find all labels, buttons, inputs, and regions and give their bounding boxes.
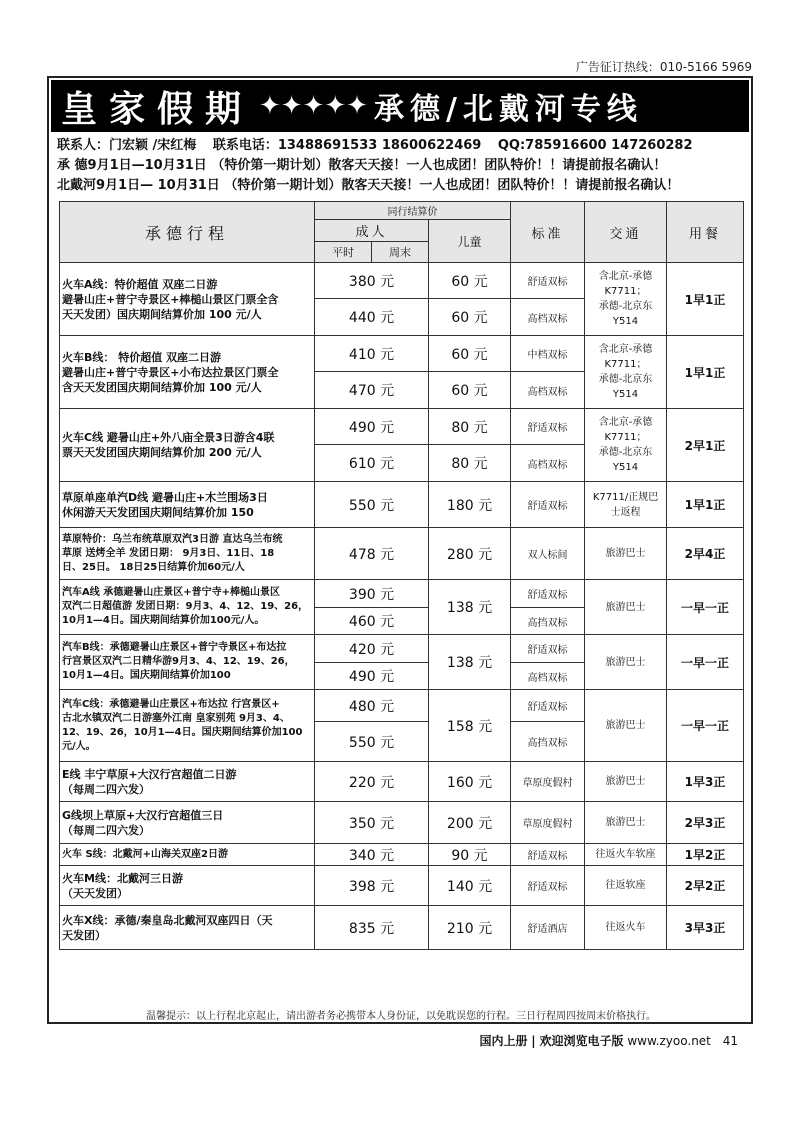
traffic-info: 往返软座 bbox=[585, 866, 667, 906]
meal-info: 一早一正 bbox=[667, 635, 744, 690]
footer-browse: 欢迎浏览电子版 bbox=[539, 1034, 624, 1048]
table-row bbox=[60, 580, 744, 608]
accommodation-standard: 舒适双标 bbox=[511, 580, 585, 608]
traffic-info: 旅游巴士 bbox=[585, 580, 667, 635]
header-settle-price: 同行结算价 bbox=[315, 202, 511, 220]
adult-price: 380 元 bbox=[315, 263, 429, 299]
child-price: 180 元 bbox=[429, 482, 511, 528]
route-description: 火车B线： 特价超值 双座二日游 避暑山庄+普宁寺景区+小布达拉景区门票全 含天天发团国庆期间结算价加 100 元/人 bbox=[60, 336, 315, 409]
table-row bbox=[60, 690, 744, 722]
ad-hotline: 广告征订热线：010-5166 5969 bbox=[575, 60, 752, 74]
adult-price: 390 元 bbox=[315, 580, 429, 608]
contact-qq: QQ:785916600 147260282 bbox=[497, 138, 693, 153]
route-description: 汽车A线 承德避暑山庄景区+普宁寺+棒槌山景区 双汽二日超值游 发团日期：9月3、4、12、19、26， 10月1—4日。国庆期间结算价加100元/人。 bbox=[60, 580, 315, 635]
accommodation-standard: 高档双标 bbox=[511, 445, 585, 482]
adult-price: 340 元 bbox=[315, 844, 429, 866]
meal-info: 一早一正 bbox=[667, 690, 744, 762]
route-description: 火车A线：特价超值 双座二日游 避暑山庄+普宁寺景区+棒槌山景区门票全含 天天发团）国庆期间结算价加 100 元/人 bbox=[60, 263, 315, 336]
child-price: 60 元 bbox=[429, 336, 511, 372]
table-row bbox=[60, 336, 744, 372]
header-child: 儿童 bbox=[429, 220, 511, 263]
route-description: 草原特价：乌兰布统草原双汽3日游 直达乌兰布统 草原 送烤全羊 发团日期： 9月3日、11日、18 日、25日。 18日25日结算价加60元/人 bbox=[60, 528, 315, 580]
table-row bbox=[60, 762, 744, 802]
contact-phone: 联系电话：13488691533 18600622469 bbox=[212, 138, 482, 153]
meal-info: 一早一正 bbox=[667, 580, 744, 635]
child-price: 140 元 bbox=[429, 866, 511, 906]
adult-price: 490 元 bbox=[315, 409, 429, 445]
child-price: 138 元 bbox=[429, 635, 511, 690]
traffic-info: 旅游巴士 bbox=[585, 635, 667, 690]
traffic-info: 含北京-承德 K7711； 承德-北京东 Y514 bbox=[585, 409, 667, 482]
chengde-schedule-line: 承 德9月1日—10月31日 （特价第一期计划）散客天天接！一人也成团！团队特价！！请提前报名确认！ bbox=[57, 158, 667, 173]
adult-price: 410 元 bbox=[315, 336, 429, 372]
accommodation-standard: 高档双标 bbox=[511, 299, 585, 336]
adult-price: 460 元 bbox=[315, 608, 429, 635]
adult-price: 350 元 bbox=[315, 802, 429, 844]
warm-tip: 温馨提示：以上行程北京起止，请出游者务必携带本人身份证，以免耽误您的行程。三日行程周四按周末价格执行。 bbox=[146, 1011, 656, 1022]
adult-price: 470 元 bbox=[315, 372, 429, 409]
header-adult: 成人 bbox=[315, 220, 429, 242]
contact-line bbox=[57, 136, 747, 156]
header-traffic: 交通 bbox=[585, 202, 667, 263]
price-table bbox=[59, 201, 744, 950]
meal-info: 3早3正 bbox=[667, 906, 744, 950]
route-description: 火车C线 避暑山庄+外八庙全景3日游含4联 票天天发团国庆期间结算价加 200 元/人 bbox=[60, 409, 315, 482]
route-description: 汽车C线：承德避暑山庄景区+布达拉 行宫景区+ 古北水镇双汽二日游塞外江南 皇家别苑 9月3、4、 12、19、26，10月1—4日。国庆期间结算价加100 元/人。 bbox=[60, 690, 315, 762]
table-row bbox=[60, 802, 744, 844]
page-frame bbox=[47, 76, 753, 1024]
meal-info: 1早2正 bbox=[667, 844, 744, 866]
meal-info: 1早3正 bbox=[667, 762, 744, 802]
route-description: E线 丰宁草原+大汉行宫超值二日游 （每周二四六发） bbox=[60, 762, 315, 802]
page-number: 41 bbox=[722, 1034, 738, 1048]
adult-price: 398 元 bbox=[315, 866, 429, 906]
header-route: 承德行程 bbox=[60, 202, 315, 263]
accommodation-standard: 高挡双标 bbox=[511, 608, 585, 635]
child-price: 200 元 bbox=[429, 802, 511, 844]
adult-price: 440 元 bbox=[315, 299, 429, 336]
adult-price: 610 元 bbox=[315, 445, 429, 482]
route-description: G线坝上草原+大汉行宫超值三日 （每周二四六发） bbox=[60, 802, 315, 844]
header-meal: 用餐 bbox=[667, 202, 744, 263]
accommodation-standard: 舒适双标 bbox=[511, 690, 585, 722]
meal-info: 2早2正 bbox=[667, 866, 744, 906]
route-description: 火车 S线：北戴河+山海关双座2日游 bbox=[60, 844, 315, 866]
banner-title: 皇家假期 bbox=[61, 88, 254, 130]
accommodation-standard: 舒适双标 bbox=[511, 482, 585, 528]
child-price: 210 元 bbox=[429, 906, 511, 950]
header-standard: 标准 bbox=[511, 202, 585, 263]
route-description: 火车X线：承德/秦皇岛北戴河双座四日（天 天发团） bbox=[60, 906, 315, 950]
accommodation-standard: 舒适酒店 bbox=[511, 906, 585, 950]
child-price: 280 元 bbox=[429, 528, 511, 580]
child-price: 60 元 bbox=[429, 372, 511, 409]
table-row bbox=[60, 409, 744, 445]
table-row bbox=[60, 482, 744, 528]
table-row bbox=[60, 866, 744, 906]
accommodation-standard: 舒适双标 bbox=[511, 866, 585, 906]
meal-info: 2早1正 bbox=[667, 409, 744, 482]
adult-price: 550 元 bbox=[315, 722, 429, 762]
footer-section: 国内上册 bbox=[479, 1034, 528, 1048]
accommodation-standard: 双人标间 bbox=[511, 528, 585, 580]
header-weekend: 周末 bbox=[372, 242, 429, 263]
accommodation-standard: 高档双标 bbox=[511, 663, 585, 690]
banner bbox=[51, 80, 749, 132]
route-description: 汽车B线：承德避暑山庄景区+普宁寺景区+布达拉 行宫景区双汽二日精华游9月3、4、12、19、26， 10月1—4日。国庆期间结算价加100 bbox=[60, 635, 315, 690]
child-price: 138 元 bbox=[429, 580, 511, 635]
meal-info: 2早3正 bbox=[667, 802, 744, 844]
adult-price: 420 元 bbox=[315, 635, 429, 663]
meal-info: 1早1正 bbox=[667, 482, 744, 528]
traffic-info: 往返火车 bbox=[585, 906, 667, 950]
beidaihe-schedule-line: 北戴河9月1日— 10月31日 （特价第一期计划）散客天天接！一人也成团！团队特价！！请提前报名确认！ bbox=[57, 178, 680, 193]
accommodation-standard: 舒适双标 bbox=[511, 635, 585, 663]
accommodation-standard: 舒适双标 bbox=[511, 409, 585, 445]
adult-price: 490 元 bbox=[315, 663, 429, 690]
table-row bbox=[60, 906, 744, 950]
meal-info: 1早1正 bbox=[667, 336, 744, 409]
table-body bbox=[60, 263, 744, 950]
footer-site-link[interactable]: www.zyoo.net bbox=[627, 1034, 711, 1048]
traffic-info: 旅游巴士 bbox=[585, 762, 667, 802]
child-price: 60 元 bbox=[429, 299, 511, 336]
accommodation-standard: 中档双标 bbox=[511, 336, 585, 372]
traffic-info: 含北京-承德 K7711； 承德-北京东 Y514 bbox=[585, 336, 667, 409]
star-icons: ✦✦✦✦✦ bbox=[259, 91, 368, 121]
child-price: 90 元 bbox=[429, 844, 511, 866]
accommodation-standard: 高挡双标 bbox=[511, 722, 585, 762]
accommodation-standard: 草原度假村 bbox=[511, 762, 585, 802]
accommodation-standard: 草原度假村 bbox=[511, 802, 585, 844]
table-row bbox=[60, 635, 744, 663]
traffic-info: 旅游巴士 bbox=[585, 802, 667, 844]
traffic-info: 往返火车软座 bbox=[585, 844, 667, 866]
meal-info: 2早4正 bbox=[667, 528, 744, 580]
table-row bbox=[60, 844, 744, 866]
header-weekday: 平时 bbox=[315, 242, 372, 263]
adult-price: 478 元 bbox=[315, 528, 429, 580]
page-footer bbox=[479, 1032, 738, 1049]
adult-price: 480 元 bbox=[315, 690, 429, 722]
meal-info: 1早1正 bbox=[667, 263, 744, 336]
route-description: 火车M线：北戴河三日游 （天天发团） bbox=[60, 866, 315, 906]
child-price: 80 元 bbox=[429, 445, 511, 482]
table-row bbox=[60, 263, 744, 299]
contact-person: 联系人：门宏颖 /宋红梅 bbox=[57, 138, 197, 153]
traffic-info: 旅游巴士 bbox=[585, 690, 667, 762]
table-row bbox=[60, 528, 744, 580]
child-price: 80 元 bbox=[429, 409, 511, 445]
child-price: 60 元 bbox=[429, 263, 511, 299]
accommodation-standard: 舒适双标 bbox=[511, 263, 585, 299]
footer-divider: | bbox=[531, 1034, 536, 1048]
route-description: 草原单座单汽D线 避暑山庄+木兰围场3日 休闲游天天发团国庆期间结算价加 150 bbox=[60, 482, 315, 528]
adult-price: 835 元 bbox=[315, 906, 429, 950]
traffic-info: K7711/正规巴 士返程 bbox=[585, 482, 667, 528]
child-price: 160 元 bbox=[429, 762, 511, 802]
contact-info bbox=[57, 136, 747, 196]
accommodation-standard: 舒适双标 bbox=[511, 844, 585, 866]
banner-subtitle: 承德/北戴河专线 bbox=[373, 92, 643, 127]
traffic-info: 旅游巴士 bbox=[585, 528, 667, 580]
adult-price: 550 元 bbox=[315, 482, 429, 528]
traffic-info: 含北京-承德 K7711； 承德-北京东 Y514 bbox=[585, 263, 667, 336]
child-price: 158 元 bbox=[429, 690, 511, 762]
accommodation-standard: 高档双标 bbox=[511, 372, 585, 409]
adult-price: 220 元 bbox=[315, 762, 429, 802]
